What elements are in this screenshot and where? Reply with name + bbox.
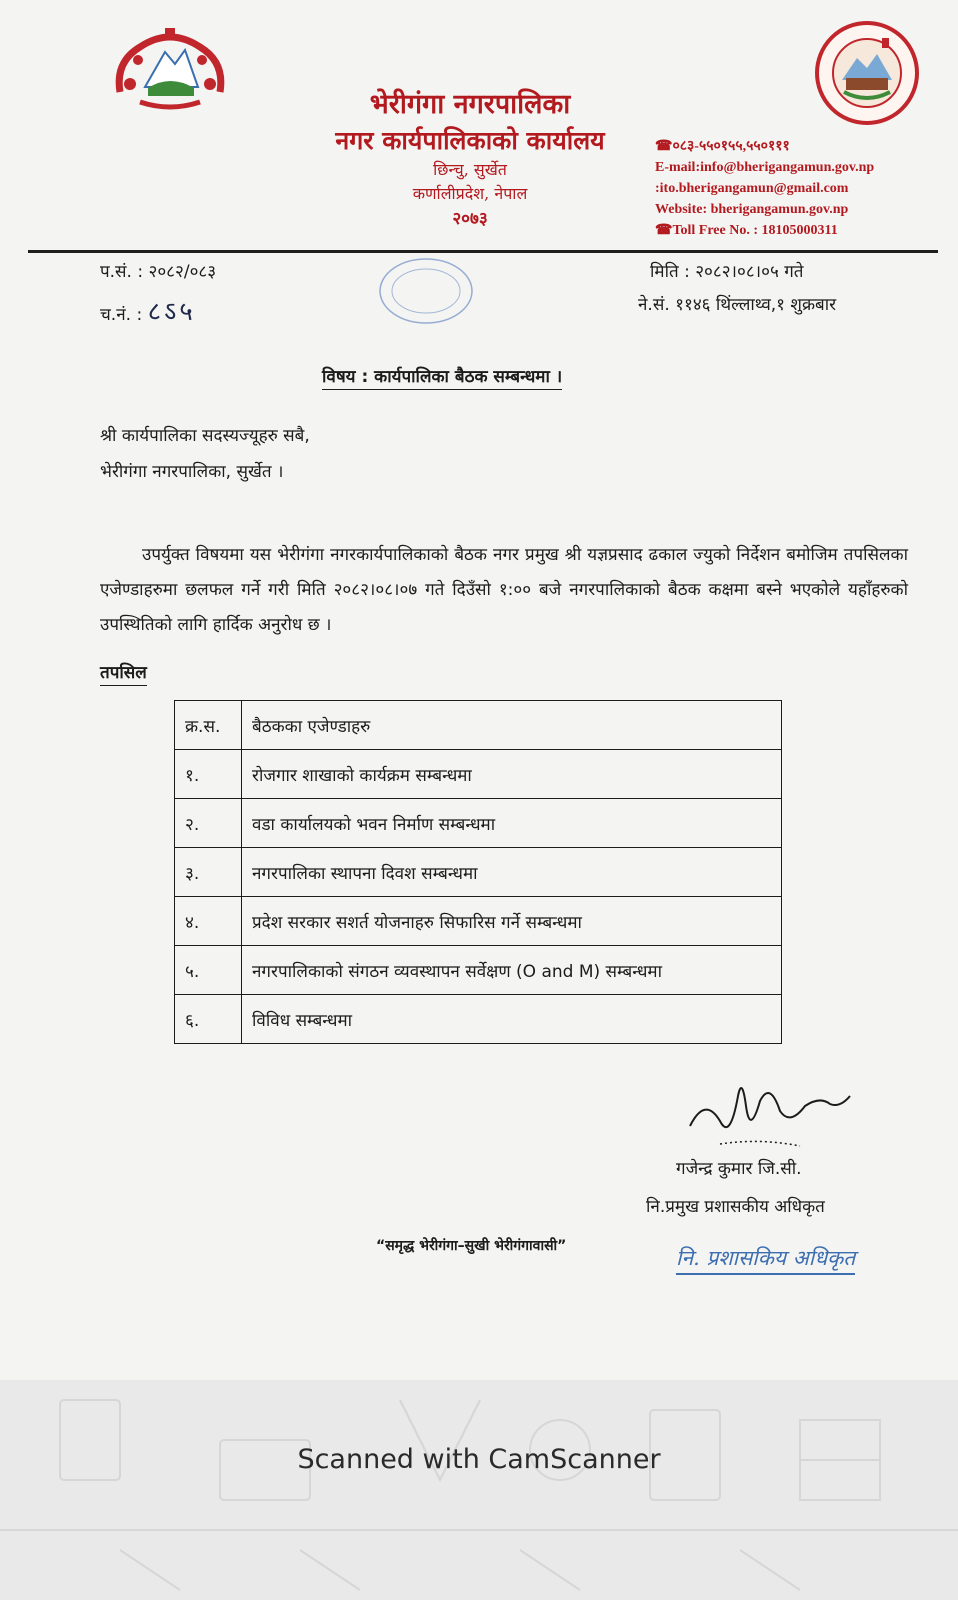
motto-text: “समृद्ध भेरीगंगा–सुखी भेरीगंगावासी”: [376, 1238, 567, 1254]
signatory-name: गजेन्द्र कुमार जि.सी.: [676, 1159, 802, 1179]
phone-text: ☎०८३-५५०१५५,५५०१११: [655, 139, 790, 154]
dispatch-label: च.नं. :: [100, 305, 143, 325]
agenda-table: [174, 700, 782, 1044]
email-alt-text: :ito.bherigangamun@gmail.com: [655, 181, 849, 196]
dispatch-number: [100, 292, 196, 328]
agenda-sn: ५.: [175, 946, 242, 995]
municipality-seal-icon: [812, 18, 922, 128]
agenda-item: नगरपालिका स्थापना दिवश सम्बन्धमा: [242, 848, 782, 897]
agenda-sn: ६.: [175, 995, 242, 1044]
agenda-row: [175, 848, 782, 897]
agenda-sn: ३.: [175, 848, 242, 897]
office-stamp-icon: [376, 256, 476, 326]
camscanner-watermark: Scanned with CamScanner: [297, 1444, 661, 1475]
signatory-title: नि.प्रमुख प्रशासकीय अधिकृत: [646, 1197, 825, 1217]
agenda-sn: १.: [175, 750, 242, 799]
date-text: मिति : २०८२।०८।०५ गते: [650, 262, 804, 282]
signature-icon: [680, 1066, 860, 1156]
letter-body: उपर्युक्त विषयमा यस भेरीगंगा नगरकार्यपालिकाको बैठक नगर प्रमुख श्री यज्ञप्रसाद ढकाल ज्युको निर्देशन बमोजिम तपसिलका एजेण्डाहरुमा छलफल गर्ने गरी मिति २०८२।०८।०७ गते दिउँसो १:०० बजे नगरपालिकाको बैठक कक्षमा बस्ने भएकोले यहाँहरुको उपस्थितिको लागि हार्दिक अनुरोध छ ।: [100, 545, 908, 635]
agenda-row: [175, 750, 782, 799]
addressee-line-1: श्री कार्यपालिका सदस्यज्यूहरु सबै,: [100, 426, 310, 446]
website-text: Website: bherigangamun.gov.np: [655, 202, 849, 217]
agenda-row: [175, 995, 782, 1044]
agenda-header-row: [175, 701, 782, 750]
dispatch-handwritten-value: ८ऽ५: [147, 297, 196, 327]
agenda-item: विविध सम्बन्धमा: [242, 995, 782, 1044]
established-year: २०७३: [452, 209, 488, 229]
address-line-1: छिन्चु, सुर्खेत: [433, 160, 507, 179]
agenda-item: वडा कार्यालयको भवन निर्माण सम्बन्धमा: [242, 799, 782, 848]
agenda-item: प्रदेश सरकार सशर्त योजनाहरु सिफारिस गर्ने सम्बन्धमा: [242, 897, 782, 946]
agenda-sn: ४.: [175, 897, 242, 946]
office-name: नगर कार्यपालिकाको कार्यालय: [335, 126, 605, 155]
agenda-header-sn: क्र.स.: [175, 701, 242, 750]
subject-line: विषय : कार्यपालिका बैठक सम्बन्धमा ।: [322, 364, 562, 390]
contact-block: [655, 136, 955, 241]
agenda-row: [175, 799, 782, 848]
agenda-sn: २.: [175, 799, 242, 848]
agenda-header-item: बैठकका एजेण्डाहरु: [242, 701, 782, 750]
header-divider: [28, 250, 938, 253]
toll-free-text: ☎Toll Free No. : 18105000311: [655, 223, 838, 238]
org-name: भेरीगंगा नगरपालिका: [369, 89, 571, 120]
agenda-row: [175, 946, 782, 995]
nepal-sambat-date: ने.सं. ११४६ थिंल्लाथ्व,१ शुक्रबार: [638, 295, 837, 315]
schedule-heading: तपसिल: [100, 660, 147, 686]
email-text: E-mail:info@bherigangamun.gov.np: [655, 160, 875, 175]
officer-stamp: नि. प्रशासकिय अधिकृत: [676, 1244, 855, 1275]
agenda-row: [175, 897, 782, 946]
addressee-block: [100, 418, 310, 490]
reference-number: प.सं. : २०८२/०८३: [100, 262, 217, 282]
address-line-2: कर्णालीप्रदेश, नेपाल: [412, 184, 528, 203]
agenda-item: नगरपालिकाको संगठन व्यवस्थापन सर्वेक्षण (O and M) सम्बन्धमा: [242, 946, 782, 995]
letterhead: [210, 88, 730, 232]
agenda-item: रोजगार शाखाको कार्यक्रम सम्बन्धमा: [242, 750, 782, 799]
addressee-line-2: भेरीगंगा नगरपालिका, सुर्खेत ।: [100, 462, 284, 482]
camscanner-pattern: [0, 1380, 958, 1600]
